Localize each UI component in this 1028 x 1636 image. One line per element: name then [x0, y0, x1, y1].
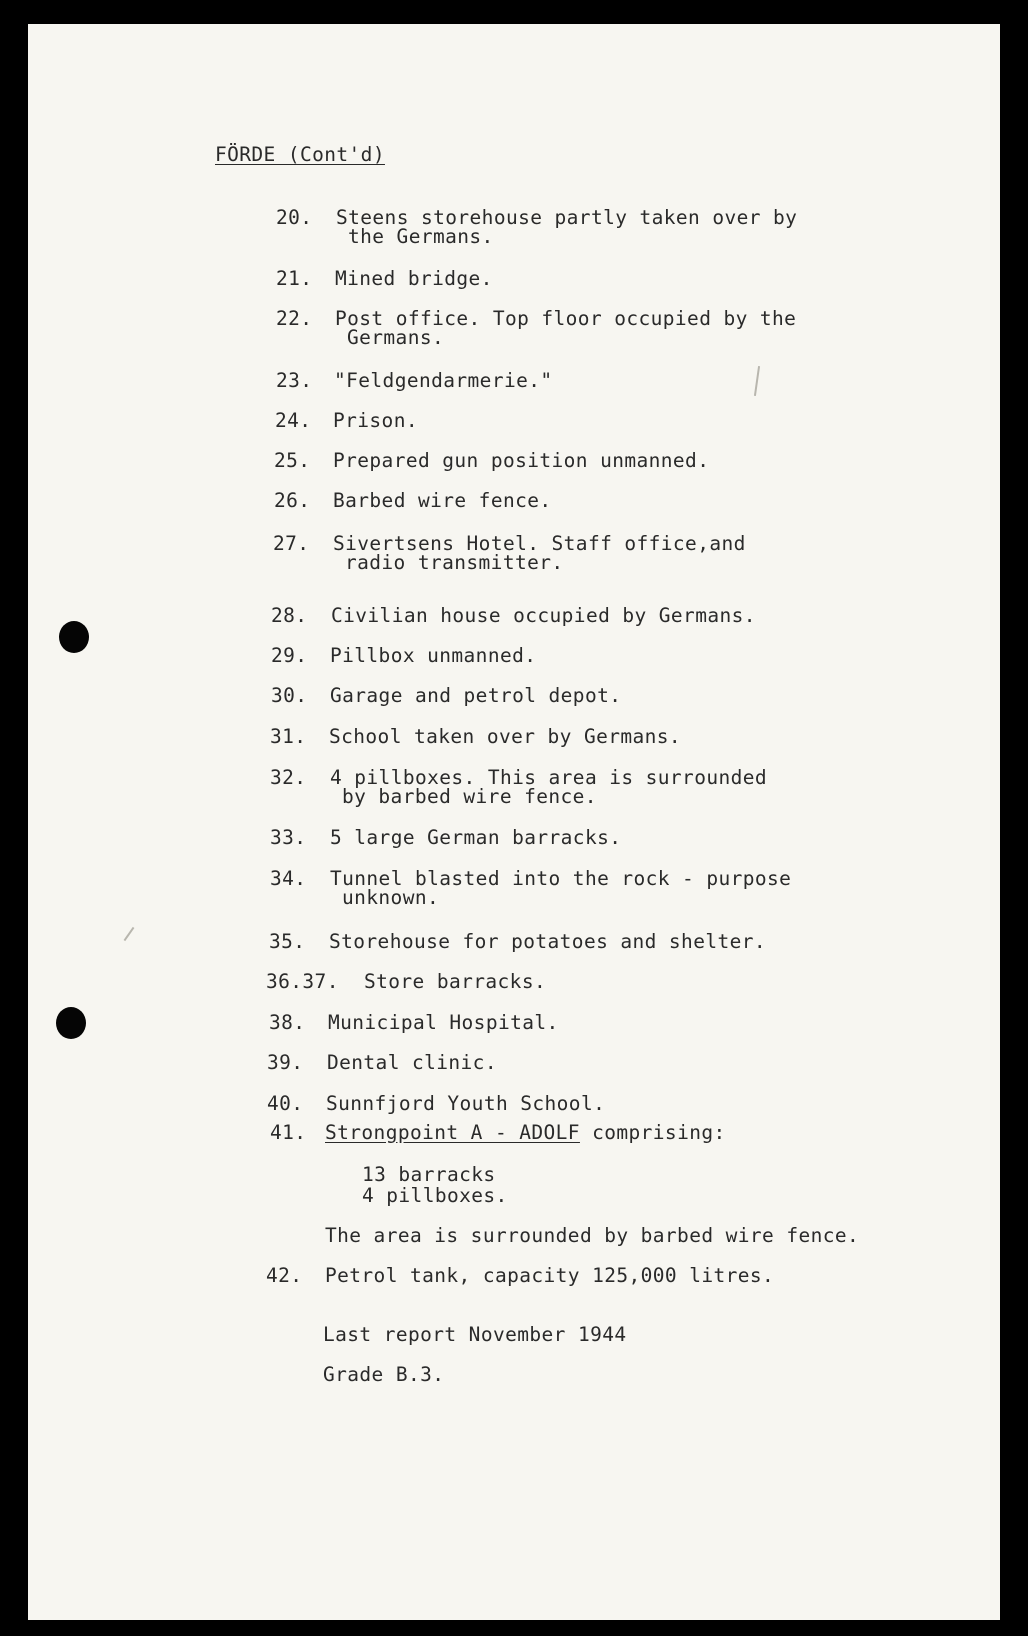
item-number: 21.: [276, 267, 313, 290]
page-heading: FÖRDE (Cont'd): [215, 143, 385, 166]
punch-hole: [56, 1007, 86, 1039]
item-text: Sunnfjord Youth School.: [326, 1092, 606, 1115]
item-number: 23.: [276, 369, 313, 392]
item-text: Garage and petrol depot.: [330, 684, 622, 707]
grade: Grade B.3.: [323, 1363, 445, 1386]
item-text-continuation: the Germans.: [348, 225, 494, 248]
item-text: School taken over by Germans.: [329, 725, 682, 748]
item-number: 22.: [276, 307, 313, 330]
item-text: Dental clinic.: [327, 1051, 497, 1074]
item-number: 25.: [274, 449, 311, 472]
sub-item: 4 pillboxes.: [362, 1184, 508, 1207]
item-text-continuation: Germans.: [347, 326, 445, 349]
item-number: 20.: [276, 206, 313, 229]
area-note: The area is surrounded by barbed wire fence.: [325, 1224, 860, 1247]
item-text-continuation: by barbed wire fence.: [342, 785, 597, 808]
item-text: Petrol tank, capacity 125,000 litres.: [325, 1264, 775, 1287]
item-text: Tunnel blasted into the rock - purpose: [330, 867, 792, 890]
item-number: 41.: [270, 1121, 307, 1144]
item-text-continuation: unknown.: [342, 886, 440, 909]
item-text: Mined bridge.: [335, 267, 493, 290]
item-text: Pillbox unmanned.: [330, 644, 537, 667]
item-number: 40.: [267, 1092, 304, 1115]
item-number: 27.: [273, 532, 310, 555]
item-number: 34.: [270, 867, 307, 890]
item-number: 30.: [271, 684, 308, 707]
item-number: 24.: [275, 409, 312, 432]
item-number: 31.: [270, 725, 307, 748]
item-text: 4 pillboxes. This area is surrounded: [330, 766, 768, 789]
item-text: Prison.: [333, 409, 418, 432]
item-text-rest: comprising:: [579, 1121, 726, 1144]
item-text: Storehouse for potatoes and shelter.: [329, 930, 767, 953]
item-text-continuation: radio transmitter.: [345, 551, 564, 574]
item-text: "Feldgendarmerie.": [334, 369, 553, 392]
item-number: 28.: [271, 604, 308, 627]
item-text: Municipal Hospital.: [328, 1011, 559, 1034]
item-number: 35.: [269, 930, 306, 953]
item-text: Steens storehouse partly taken over by: [336, 206, 798, 229]
item-text: Prepared gun position unmanned.: [333, 449, 710, 472]
item-text: Civilian house occupied by Germans.: [331, 604, 756, 627]
item-text: [325, 1121, 726, 1144]
document-page: [28, 24, 1000, 1620]
item-text: Barbed wire fence.: [333, 489, 552, 512]
item-number: 29.: [271, 644, 308, 667]
item-text: Store barracks.: [364, 970, 547, 993]
item-text: 5 large German barracks.: [330, 826, 622, 849]
item-number: 39.: [267, 1051, 304, 1074]
sub-item: 13 barracks: [362, 1163, 496, 1186]
item-number: 36.37.: [266, 970, 339, 993]
item-text: Post office. Top floor occupied by the: [335, 307, 797, 330]
item-number: 32.: [270, 766, 307, 789]
item-number: 33.: [270, 826, 307, 849]
punch-hole: [59, 621, 89, 653]
last-report: Last report November 1944: [323, 1323, 627, 1346]
pen-mark: [124, 927, 135, 941]
item-text: Sivertsens Hotel. Staff office,and: [333, 532, 746, 555]
item-number: 38.: [269, 1011, 306, 1034]
strongpoint-name: Strongpoint A - ADOLF: [325, 1121, 580, 1144]
item-number: 42.: [266, 1264, 303, 1287]
item-number: 26.: [274, 489, 311, 512]
pen-mark: [754, 366, 760, 396]
